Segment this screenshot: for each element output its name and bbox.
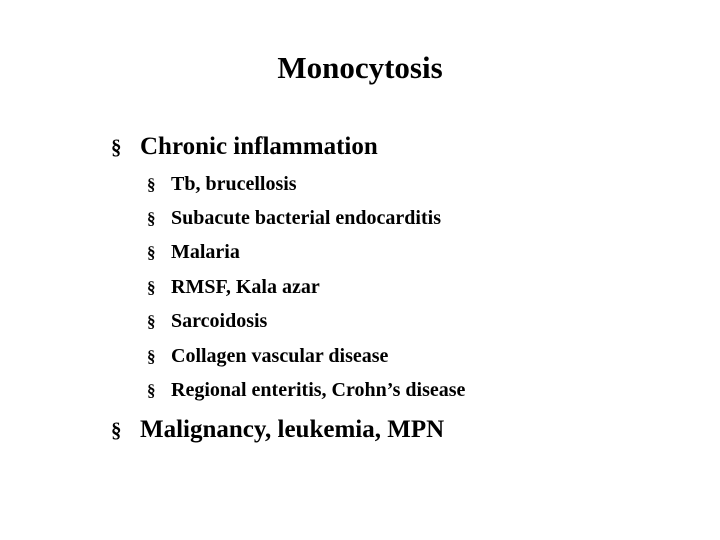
sub-bullet-item [147, 345, 388, 368]
sub-bullet-item [147, 276, 320, 299]
slide-title: Monocytosis [277, 50, 443, 85]
section-bullet-icon: § [147, 243, 156, 262]
sub-bullet-item [147, 241, 240, 264]
section-bullet-icon: § [147, 312, 156, 331]
sub-bullet-text: Subacute bacterial endocarditis [171, 207, 441, 229]
bullet-item-malignancy [111, 416, 444, 444]
sub-bullet-item [147, 207, 441, 230]
sub-bullet-item [147, 310, 267, 333]
bullet-text: Malignancy, leukemia, MPN [140, 416, 445, 443]
section-bullet-icon: § [147, 347, 156, 366]
bullet-text: Chronic inflammation [140, 133, 378, 160]
section-bullet-icon: § [111, 135, 122, 159]
section-bullet-icon: § [147, 209, 156, 228]
sub-bullet-text: Regional enteritis, Crohn’s disease [171, 379, 466, 401]
sub-bullet-text: Tb, brucellosis [171, 173, 297, 195]
sub-bullet-item [147, 173, 297, 196]
sub-bullet-text: RMSF, Kala azar [171, 276, 320, 298]
section-bullet-icon: § [147, 175, 156, 194]
sub-bullet-text: Collagen vascular disease [171, 345, 389, 367]
sub-bullet-item [147, 379, 465, 402]
section-bullet-icon: § [147, 381, 156, 400]
sub-bullet-text: Sarcoidosis [171, 310, 268, 332]
bullet-item-chronic-inflammation [111, 133, 378, 161]
section-bullet-icon: § [147, 278, 156, 297]
sub-bullet-text: Malaria [171, 241, 240, 263]
section-bullet-icon: § [111, 418, 122, 442]
